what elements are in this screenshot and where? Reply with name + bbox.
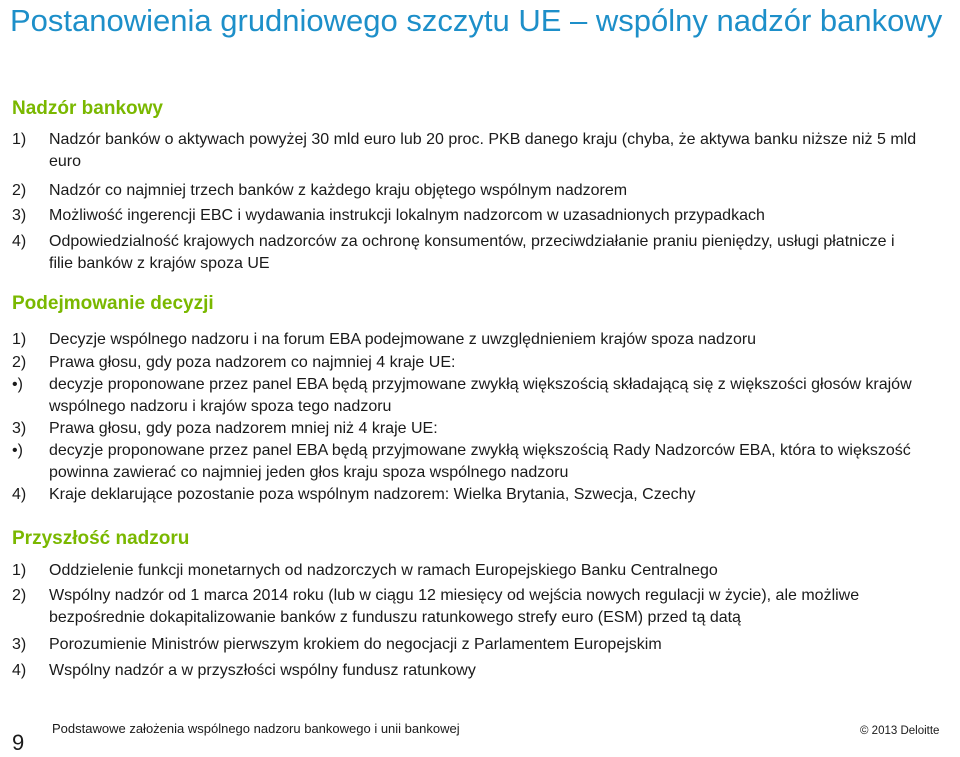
list-item [12, 585, 952, 629]
list-item-text: decyzje proponowane przez panel EBA będą przyjmowane zwykłą większością składającą się z większości głosów krajów wspólnego nadzoru i krajów spoza tego nadzoru [49, 376, 912, 415]
list-item [12, 329, 952, 351]
list-marker: 3) [12, 636, 27, 653]
list-item [12, 231, 952, 275]
list-item [12, 180, 952, 202]
list-marker: •) [12, 442, 23, 459]
list-item [12, 129, 952, 173]
list-item-text: Decyzje wspólnego nadzoru i na forum EBA podejmowane z uwzględnieniem krajów spoza nadzoru [49, 331, 757, 348]
list-item [12, 205, 952, 227]
list-item-text: Oddzielenie funkcji monetarnych od nadzorczych w ramach Europejskiego Banku Centralnego [49, 562, 718, 579]
list-item-text: Możliwość ingerencji EBC i wydawania instrukcji lokalnym nadzorcom w uzasadnionych przypadkach [49, 207, 765, 224]
section-heading-decyzje: Podejmowanie decyzji [12, 293, 214, 314]
list-item-text: Porozumienie Ministrów pierwszym krokiem do negocjacji z Parlamentem Europejskim [49, 636, 662, 653]
list-item-text: Wspólny nadzór od 1 marca 2014 roku (lub w ciągu 12 miesięcy od wejścia nowych regulacji w życie), ale możliwe bezpośrednie dokapitalizowanie banków z funduszu ratunkowego strefy euro (ESM) przed tą datą [49, 587, 860, 626]
section-heading-przyszlosc: Przyszłość nadzoru [12, 528, 190, 549]
list-marker: 1) [12, 562, 27, 579]
page-number: 9 [12, 730, 25, 755]
list-item-text: Wspólny nadzór a w przyszłości wspólny fundusz ratunkowy [49, 662, 476, 679]
list-item [12, 660, 952, 682]
list-item-text: Kraje deklarujące pozostanie poza wspólnym nadzorem: Wielka Brytania, Szwecja, Czechy [49, 486, 696, 503]
list-item-text: Prawa głosu, gdy poza nadzorem co najmniej 4 kraje UE: [49, 354, 456, 371]
page-title: Postanowienia grudniowego szczytu UE – wspólny nadzór bankowy [10, 3, 943, 38]
list-marker: 2) [12, 354, 27, 371]
list-marker: 1) [12, 131, 27, 148]
list-item [12, 484, 952, 506]
list-item [12, 560, 952, 582]
list-marker: •) [12, 376, 23, 393]
list-item [12, 634, 952, 656]
list-marker: 2) [12, 587, 27, 604]
list-item-text: Nadzór co najmniej trzech banków z każdego kraju objętego wspólnym nadzorem [49, 182, 628, 199]
list-marker: 3) [12, 207, 27, 224]
list-marker: 3) [12, 420, 27, 437]
list-item [12, 374, 952, 418]
list-item [12, 440, 952, 484]
list-marker: 1) [12, 331, 27, 348]
list-item [12, 352, 952, 374]
list-item-text: Odpowiedzialność krajowych nadzorców za ochronę konsumentów, przeciwdziałanie praniu pieniędzy, usługi płatnicze i filie banków z krajów spoza UE [49, 233, 895, 272]
list-item-text: Prawa głosu, gdy poza nadzorem mniej niż 4 kraje UE: [49, 420, 438, 437]
list-item-text: decyzje proponowane przez panel EBA będą przyjmowane zwykłą większością Rady Nadzorców EBA, która to większość powinna zawierać co najmniej jeden głos kraju spoza wspólnego nadzoru [49, 442, 911, 481]
list-marker: 4) [12, 233, 27, 250]
list-item [12, 418, 952, 440]
list-marker: 2) [12, 182, 27, 199]
list-marker: 4) [12, 662, 27, 679]
section-heading-nadzor: Nadzór bankowy [12, 98, 163, 119]
footer-text: Podstawowe założenia wspólnego nadzoru bankowego i unii bankowej [52, 721, 460, 736]
list-item-text: Nadzór banków o aktywach powyżej 30 mld euro lub 20 proc. PKB danego kraju (chyba, że aktywa banku niższe niż 5 mld euro [49, 131, 917, 170]
copyright: © 2013 Deloitte [860, 725, 940, 737]
list-marker: 4) [12, 486, 27, 503]
